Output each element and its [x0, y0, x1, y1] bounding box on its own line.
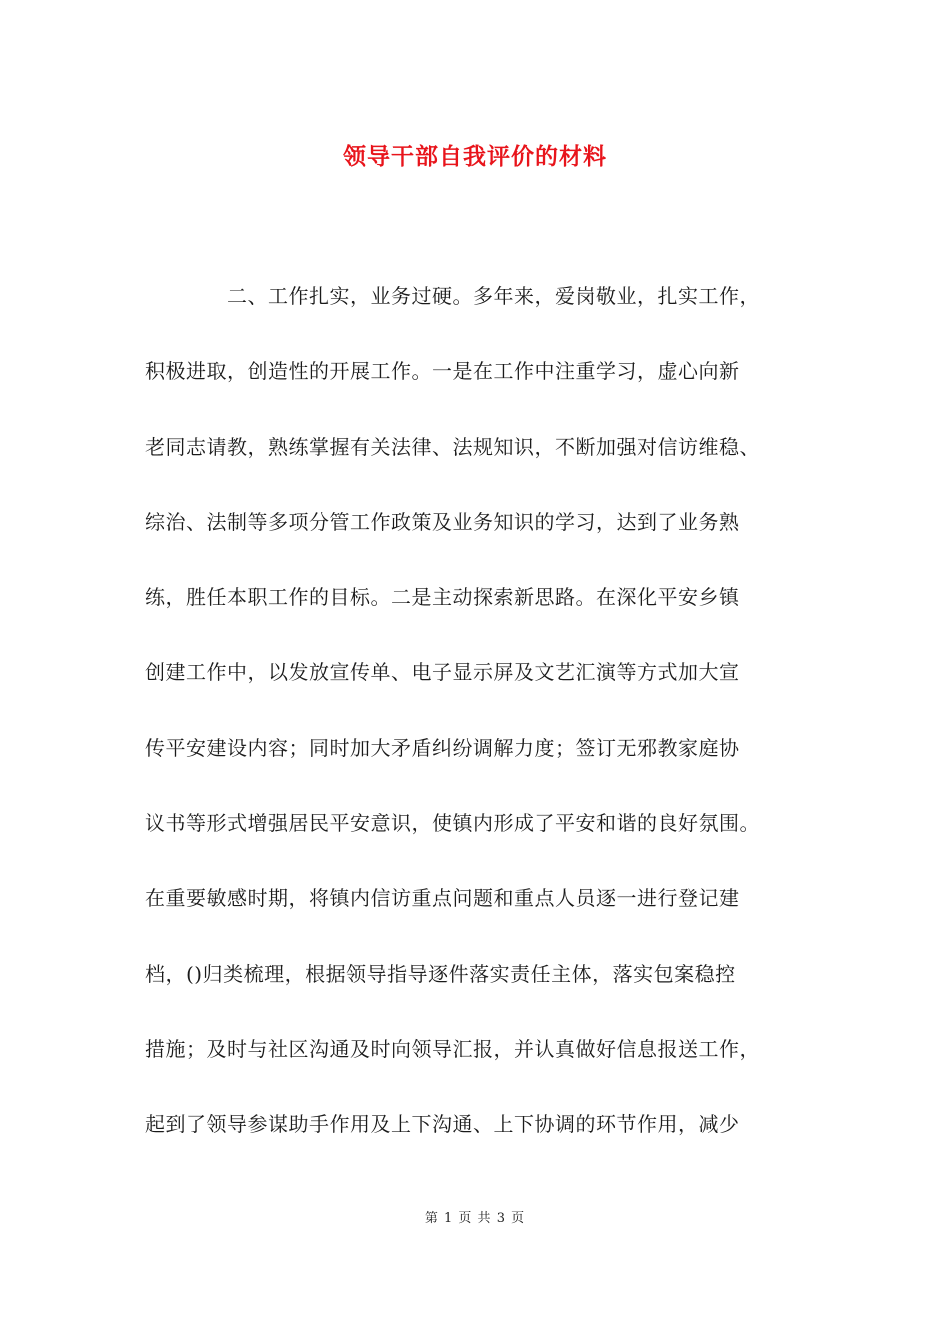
body-line-10: 档，()归类梳理，根据领导指导逐件落实责任主体，落实包案稳控 — [145, 961, 736, 986]
body-line-2: 积极进取，创造性的开展工作。一是在工作中注重学习，虚心向新 — [145, 359, 740, 384]
body-line-4: 综治、法制等多项分管工作政策及业务知识的学习，达到了业务熟 — [145, 509, 740, 534]
body-line-8: 议书等形式增强居民平安意识，使镇内形成了平安和谐的良好氛围。 — [145, 811, 760, 836]
body-line-3: 老同志请教，熟练掌握有关法律、法规知识，不断加强对信访维稳、 — [145, 434, 760, 459]
body-line-7: 传平安建设内容；同时加大矛盾纠纷调解力度；签订无邪教家庭协 — [145, 735, 740, 760]
document-title: 领导干部自我评价的材料 — [343, 143, 607, 170]
body-line-12: 起到了领导参谋助手作用及上下沟通、上下协调的环节作用，减少 — [145, 1112, 740, 1137]
page-footer: 第 1 页 共 3 页 — [424, 1211, 526, 1226]
body-line-5: 练，胜任本职工作的目标。二是主动探索新思路。在深化平安乡镇 — [145, 585, 740, 610]
body-line-11: 措施；及时与社区沟通及时向领导汇报，并认真做好信息报送工作， — [145, 1036, 760, 1061]
body-line-9: 在重要敏感时期，将镇内信访重点问题和重点人员逐一进行登记建 — [145, 886, 740, 911]
body-line-1: 二、工作扎实，业务过硬。多年来，爱岗敬业，扎实工作， — [145, 284, 760, 308]
document-body — [145, 276, 813, 1180]
body-line-6: 创建工作中，以发放宣传单、电子显示屏及文艺汇演等方式加大宣 — [145, 660, 740, 685]
